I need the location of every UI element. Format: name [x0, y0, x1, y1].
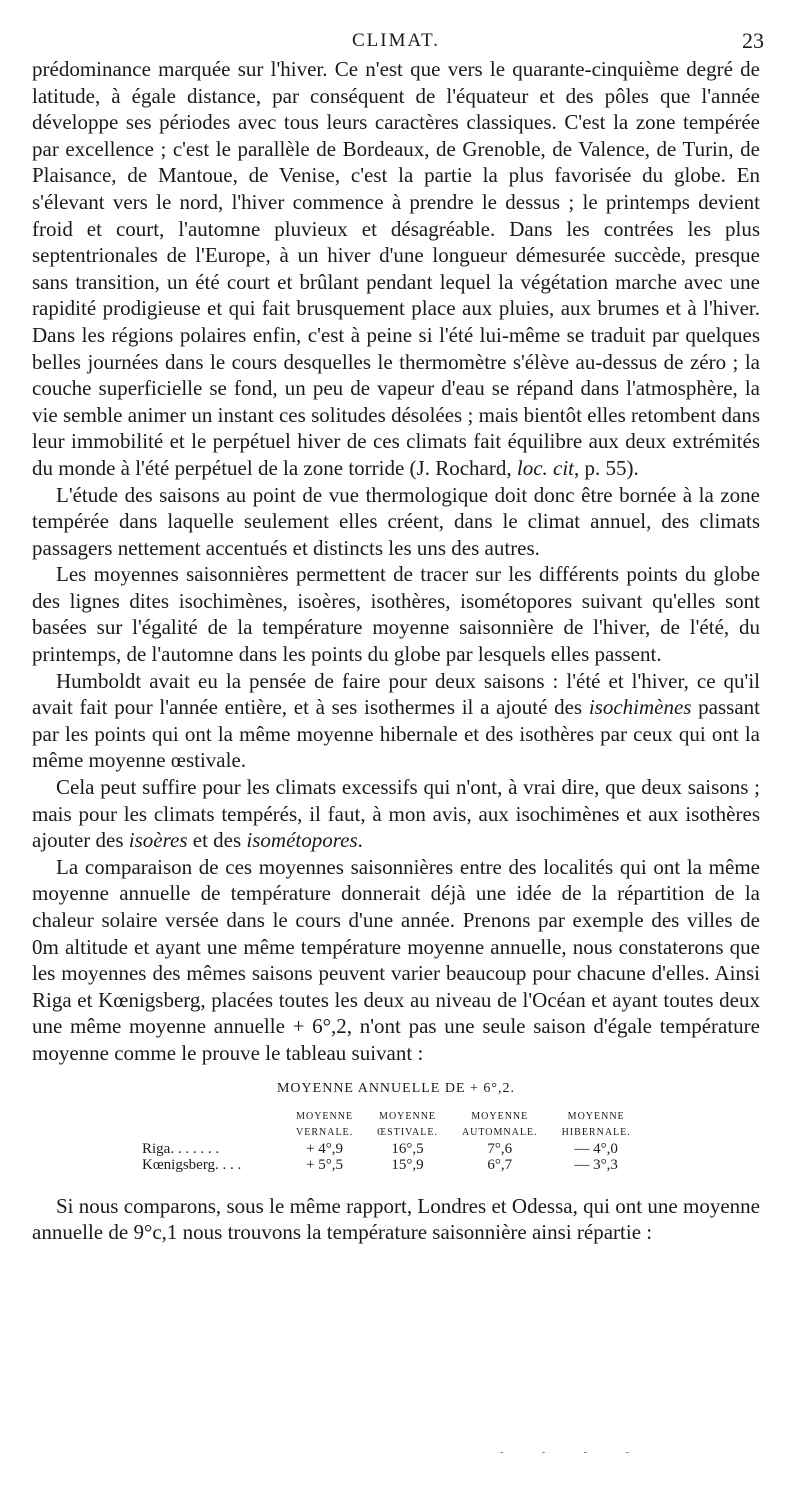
value-cell: — 4°,0 [574, 1140, 618, 1157]
city-cell: Riga. . . . . . . [142, 1140, 220, 1157]
column-header: MOYENNE ŒSTIVALE. [377, 1110, 438, 1138]
value-cell: + 4°,9 [306, 1140, 344, 1157]
value-cell: 6°,7 [487, 1156, 513, 1173]
paragraph-4: Humboldt avait eu la pensée de faire pour deux saisons : l'été et l'hiver, ce qu'il avait fait pour l'année entière, et à ses isothermes il a ajouté des isochimènes passant par les points qui ont la même moyenne hibernale et des isothères par ceux qui ont la même moyenne œstivale. [32, 668, 760, 773]
paragraph-3: Les moyennes saisonnières permettent de tracer sur les différents points du globe des lignes dites isochimènes, isoères, isothères, isométopores suivant qu'elles sont basées sur l'égalité de la température moyenne saisonnière de l'hiver, de l'été, du printemps, de l'automne dans les points du globe par lesquels elles passent. [32, 562, 760, 667]
paragraph-5: Cela peut suffire pour les climats excessifs qui n'ont, à vrai dire, que deux saisons ; mais pour les climats tempérés, il faut, à mon avis, aux isochimènes et aux isothères ajouter des isoères et des isométopores. [32, 775, 760, 853]
page-number: 23 [742, 28, 764, 53]
paragraph-2: L'étude des saisons au point de vue thermologique doit donc être bornée à la zone tempérée dans laquelle seulement elles créent, dans le climat annuel, des climats passagers nettement accentués et distincts les uns des autres. [32, 482, 760, 560]
value-cell: 16°,5 [391, 1140, 424, 1157]
table-row [142, 1157, 643, 1173]
citation: loc. cit [516, 455, 575, 480]
city-column-header [142, 1109, 284, 1141]
value-cell: 7°,6 [487, 1140, 513, 1157]
term-isometopores: isométopores [246, 828, 358, 853]
column-header: MOYENNE AUTOMNALE. [461, 1110, 538, 1138]
term-isoeres: isoères [128, 828, 188, 853]
city-cell: Kœnigsberg. . . . [142, 1156, 242, 1173]
book-page [32, 28, 764, 1246]
paragraph-6: La comparaison de ces moyennes saisonnières entre des localités qui ont la même moyenne annuelle de température donnerait déjà une idée de la répartition de la chaleur solaire versée dans le cours d'une année. Prenons par exemple des villes de 0m altitude et ayant une même température moyenne annuelle, nous constaterons que les moyennes des mêmes saisons peuvent varier beaucoup pour chacune d'elles. Ainsi Riga et Kœnigsberg, placées toutes les deux au niveau de l'Océan et ayant toutes deux une même moyenne annuelle + 6°,2, n'ont pas une seule saison d'égale température moyenne comme le prouve le tableau suivant : [32, 854, 760, 1065]
running-title: CLIMAT. [351, 30, 441, 51]
column-header: MOYENNE VERNALE. [296, 1110, 354, 1138]
table-header-row [142, 1109, 643, 1141]
value-cell: — 3°,3 [574, 1156, 618, 1173]
page-header [32, 28, 764, 56]
table-row [142, 1141, 643, 1157]
table-title: MOYENNE ANNUELLE DE + 6°,2. [276, 1080, 516, 1096]
paragraph-1: prédominance marquée sur l'hiver. Ce n'est que vers le quarante-cinquième degré de latitude, à égale distance, par conséquent de l'équateur et des pôles que l'année développe ses périodes avec tous leurs caractères classiques. C'est la zone tempérée par excellence ; c'est le parallèle de Bordeaux, de Grenoble, de Valence, de Turin, de Plaisance, de Mantoue, de Venise, c'est la partie la plus favorisée du globe. En s'élevant vers le nord, l'hiver commence à prendre le dessus ; le printemps devient froid et court, l'automne pluvieux et désagréable. Dans les contrées les plus septentrionales de l'Europe, à un hiver d'une longueur démesurée succède, presque sans transition, un été court et brûlant pendant lequel la végétation marche avec une rapidité prodigieuse et qui fait brusquement place aux pluies, aux brumes et à l'hiver. Dans les régions polaires enfin, c'est à peine si l'été lui-même se traduit par quelques belles journées dans le cours desquelles le thermomètre s'élève au-dessus de zéro ; la couche superficielle se fond, un peu de vapeur d'eau se répand dans l'atmosphère, la vie semble animer un instant ces solitudes désolées ; mais bientôt elles retombent dans leur immobilité et le perpétuel hiver de ces climats fait équilibre aux deux extrémités du monde à l'été perpétuel de la zone torride (J. Rochard, loc. cit, p. 55). [32, 57, 760, 480]
value-cell: + 5°,5 [306, 1156, 344, 1173]
paragraph-7: Si nous comparons, sous le même rapport, Londres et Odessa, qui ont une moyenne annuelle de 9°c,1 nous trouvons la température saisonnière ainsi répartie : [32, 1193, 760, 1245]
column-header: MOYENNE HIBERNALE. [561, 1110, 631, 1138]
value-cell: 15°,9 [391, 1156, 424, 1173]
term-isochimenes: isochimènes [588, 695, 692, 720]
footer-dashes: - - - - [500, 1447, 647, 1458]
seasonal-temperature-table [142, 1109, 643, 1173]
